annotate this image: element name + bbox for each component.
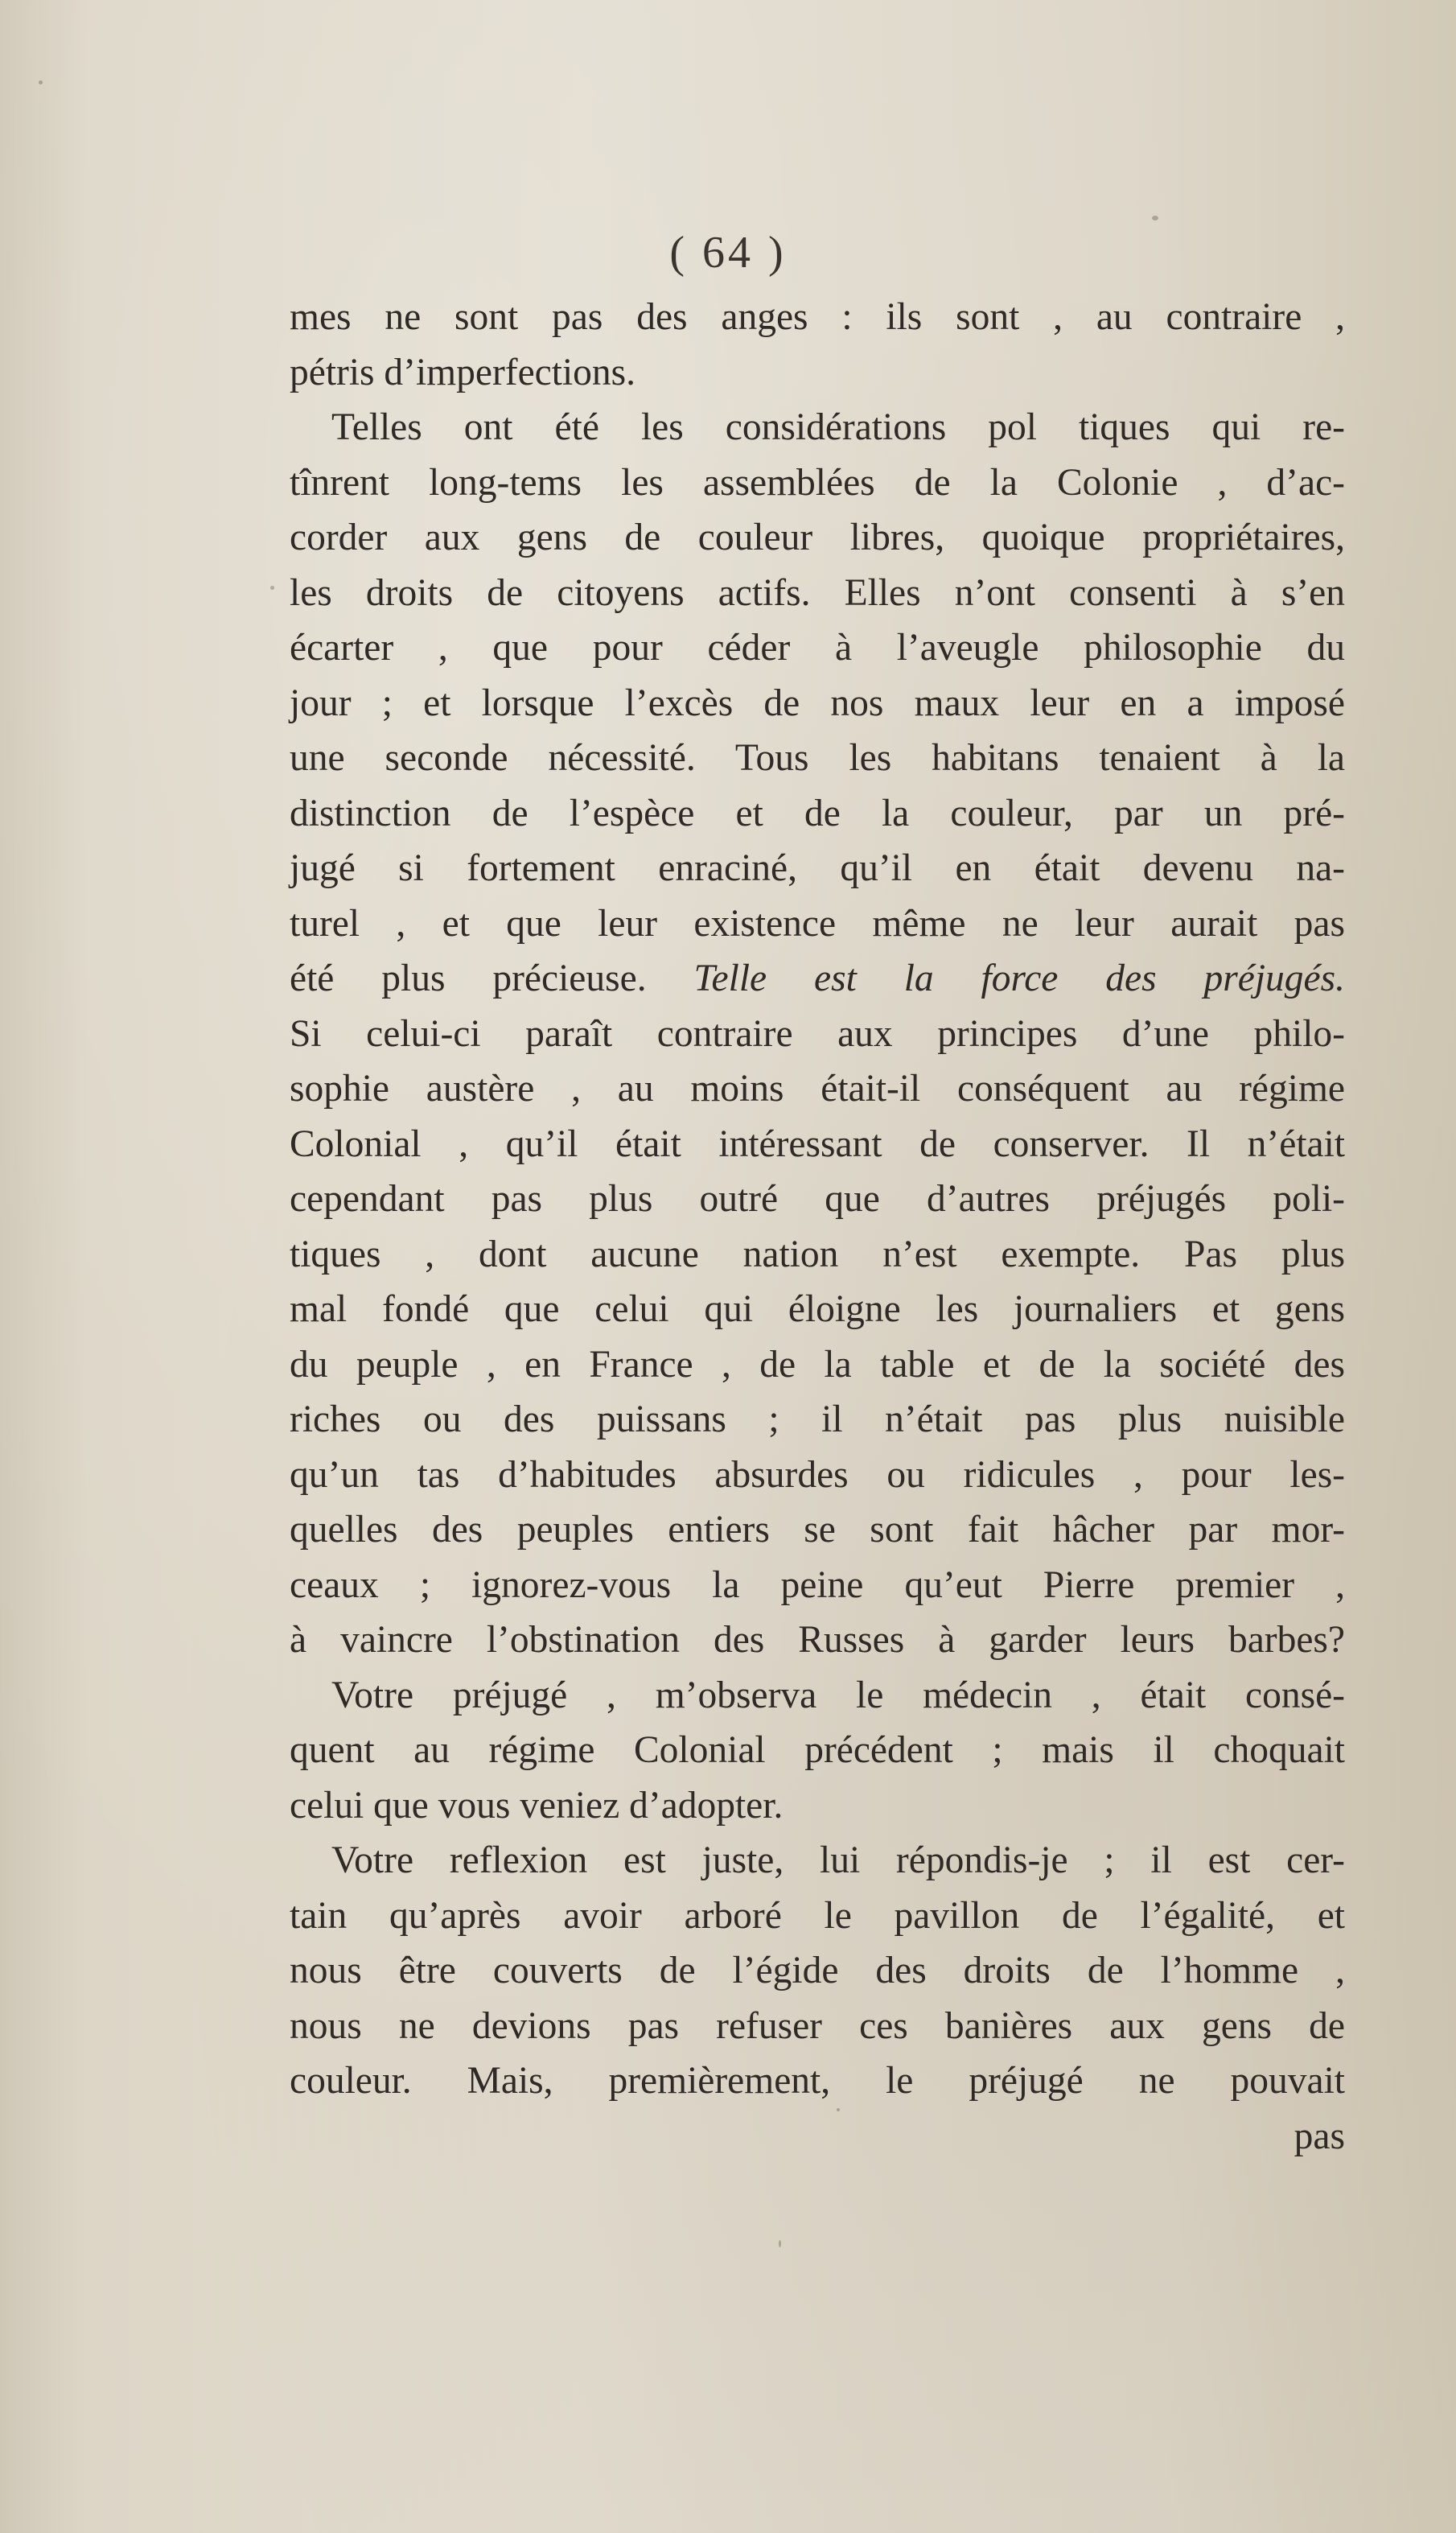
paper-speck <box>1152 216 1158 220</box>
text-line: Votre préjugé , m’observa le médecin , était consé- <box>331 1674 1345 1716</box>
text-line: ceaux ; ignorez-vous la peine qu’eut Pierre premier , <box>290 1563 1345 1606</box>
text-line: à vaincre l’obstination des Russes à garder leurs barbes? <box>290 1619 1345 1661</box>
text-line: sophie austère , au moins était-il conséquent au régime <box>290 1068 1345 1110</box>
text-line: riches ou des puissans ; il n’était pas plus nuisible <box>290 1398 1345 1440</box>
text-line: pétris d’imperfections. <box>290 351 636 393</box>
text-line: cependant pas plus outré que d’autres préjugés poli- <box>290 1178 1345 1220</box>
page-number: ( 64 ) <box>669 228 787 278</box>
paper-speck <box>779 2240 781 2247</box>
text-line: jour ; et lorsque l’excès de nos maux leur en a imposé <box>290 682 1345 724</box>
paper-speck <box>39 80 43 84</box>
text-line: Si celui-ci paraît contraire aux principes d’une philo- <box>290 1012 1345 1055</box>
text-line: qu’un tas d’habitudes absurdes ou ridicules , pour les- <box>290 1453 1345 1496</box>
text-run: été plus précieuse. <box>290 958 647 999</box>
text-line: une seconde nécessité. Tous les habitans tenaient à la <box>290 737 1345 779</box>
text-line: quelles des peuples entiers se sont fait hâcher par mor- <box>290 1509 1345 1551</box>
body-text <box>290 290 1345 2164</box>
text-line: tain qu’après avoir arboré le pavillon de l’égalité, et <box>290 1894 1345 1937</box>
text-line: Colonial , qu’il était intéressant de conserver. Il n’était <box>290 1122 1345 1165</box>
text-line: Votre reflexion est juste, lui répondis-je ; il est cer- <box>331 1839 1345 1881</box>
text-line: tînrent long-tems les assemblées de la Colonie , d’ac- <box>290 461 1345 504</box>
catchword: pas <box>1294 2115 1345 2157</box>
text-line: jugé si fortement enraciné, qu’il en était devenu na- <box>290 847 1345 889</box>
italic-phrase: Telle est la force des préjugés. <box>693 958 1345 999</box>
text-line: distinction de l’espèce et de la couleur, par un pré- <box>290 792 1345 834</box>
text-line: nous être couverts de l’égide des droits de l’homme , <box>290 1950 1345 1991</box>
text-line: du peuple , en France , de la table et de la société des <box>290 1343 1345 1386</box>
text-line: couleur. Mais, premièrement, le préjugé ne pouvait <box>290 2060 1345 2102</box>
text-line: nous ne devions pas refuser ces banières aux gens de <box>290 2004 1345 2047</box>
paper-speck <box>270 586 274 590</box>
text-line: les droits de citoyens actifs. Elles n’ont consenti à s’en <box>290 571 1345 614</box>
text-line-mixed <box>290 951 1345 1007</box>
text-line: mal fondé que celui qui éloigne les journaliers et gens <box>290 1288 1345 1330</box>
text-line: quent au régime Colonial précédent ; mais il choquait <box>290 1729 1345 1771</box>
text-line: mes ne sont pas des anges : ils sont , au contraire , <box>290 296 1345 338</box>
text-line: corder aux gens de couleur libres, quoique propriétaires, <box>290 517 1345 558</box>
text-line: turel , et que leur existence même ne leur aurait pas <box>290 902 1345 945</box>
text-line: celui que vous veniez d’adopter. <box>290 1784 784 1827</box>
text-line: tiques , dont aucune nation n’est exempte. Pas plus <box>290 1233 1345 1275</box>
text-line: Telles ont été les considérations pol tiques qui re- <box>331 406 1345 448</box>
text-line: écarter , que pour céder à l’aveugle philosophie du <box>290 627 1345 669</box>
